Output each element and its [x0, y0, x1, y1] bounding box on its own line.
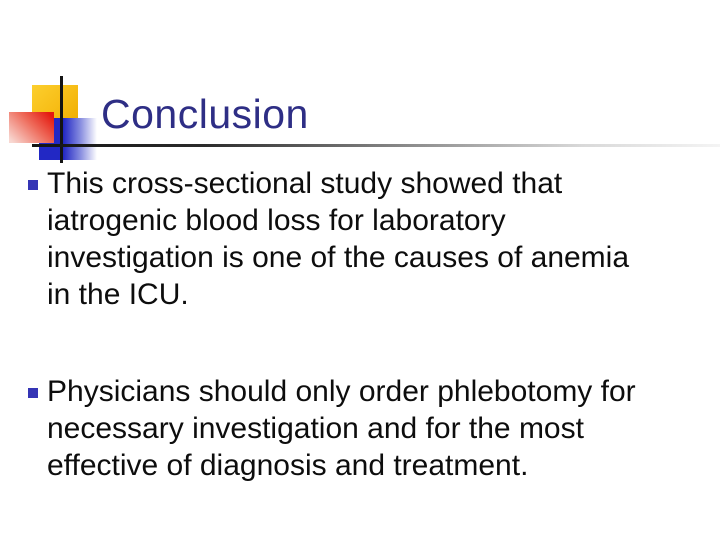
accent-red-square: [9, 112, 54, 143]
text-line: in the ICU.: [47, 278, 189, 311]
slide-title: Conclusion: [101, 91, 309, 137]
bullet-square-icon: [28, 180, 38, 190]
bullet-square-icon: [28, 388, 38, 398]
bullet-text: [47, 165, 688, 313]
text-line: effective of diagnosis and treatment.: [47, 449, 529, 482]
text-line: iatrogenic blood loss for laboratory: [47, 204, 506, 237]
horizontal-rule: [32, 144, 720, 147]
text-line: This cross-sectional study showed that: [47, 167, 563, 200]
bullet-item: [28, 373, 688, 484]
bullet-item: [28, 165, 688, 313]
text-line: necessary investigation and for the most: [47, 412, 584, 445]
vertical-rule: [60, 76, 63, 163]
bullet-text: [47, 373, 688, 484]
text-line: investigation is one of the causes of anemia: [47, 241, 630, 274]
text-line: Physicians should only order phlebotomy for: [47, 375, 636, 408]
